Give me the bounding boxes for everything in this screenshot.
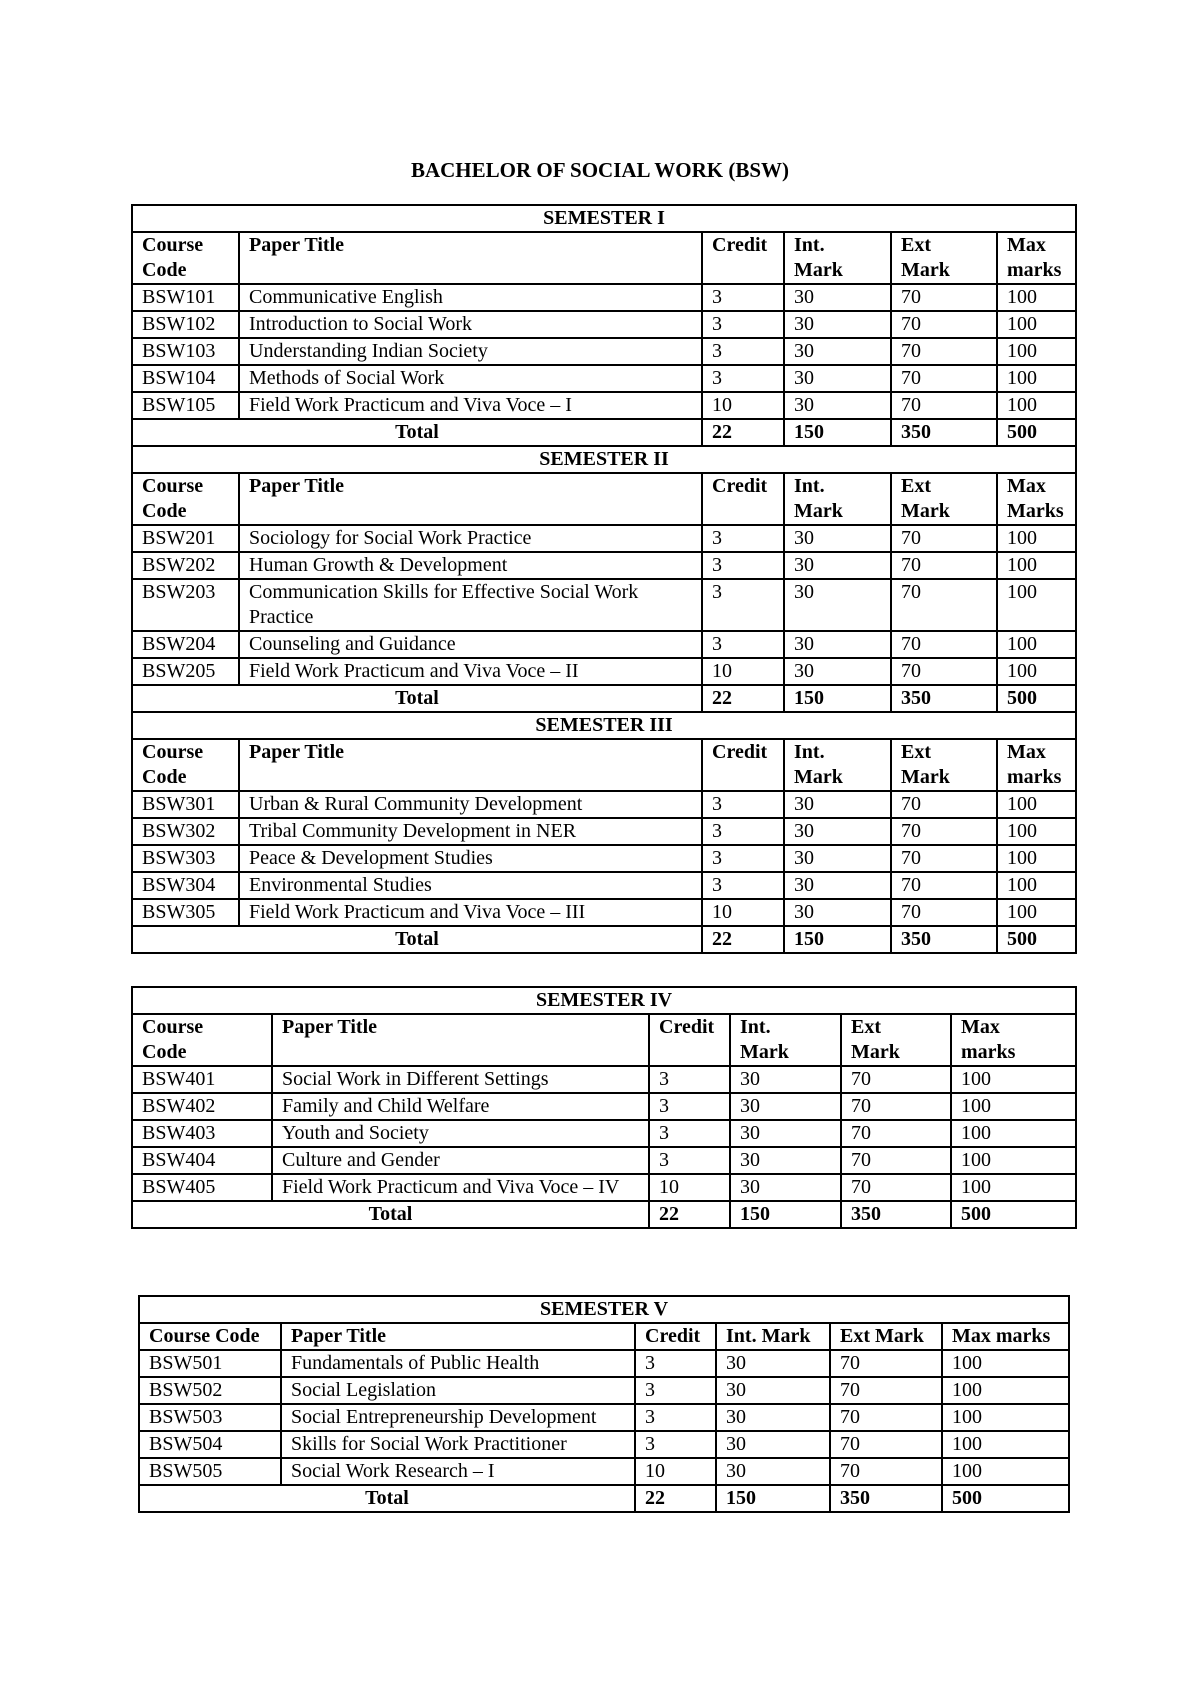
column-header-text: marks	[1007, 259, 1062, 281]
semester-heading: SEMESTER III	[132, 712, 1076, 739]
total-credit: 22	[702, 685, 784, 712]
semester-heading: SEMESTER V	[139, 1296, 1069, 1323]
total-ext: 350	[841, 1201, 951, 1228]
semester-heading-row	[132, 987, 1076, 1014]
course-row	[132, 1147, 1076, 1174]
column-header-ext	[891, 232, 997, 284]
column-header-text: Mark	[794, 766, 843, 788]
column-header-max	[951, 1014, 1076, 1066]
course-title-cell: Understanding Indian Society	[239, 338, 702, 365]
course-int-cell: 30	[716, 1377, 830, 1404]
course-credit-cell: 3	[649, 1066, 730, 1093]
column-header-text: Course	[142, 1016, 204, 1038]
course-credit-cell: 3	[702, 552, 784, 579]
total-row	[132, 926, 1076, 953]
column-header-text: Max marks	[952, 1325, 1051, 1347]
column-header-text: Course	[142, 741, 204, 763]
total-credit: 22	[702, 926, 784, 953]
course-title-cell: Social Legislation	[281, 1377, 635, 1404]
course-int-cell: 30	[784, 845, 891, 872]
course-code-cell: BSW204	[132, 631, 239, 658]
course-code-cell: BSW105	[132, 392, 239, 419]
course-row	[132, 658, 1076, 685]
course-title-cell: Counseling and Guidance	[239, 631, 702, 658]
total-int: 150	[784, 926, 891, 953]
column-header-max	[997, 232, 1076, 284]
course-max-cell: 100	[997, 658, 1076, 685]
course-max-cell: 100	[951, 1066, 1076, 1093]
column-header-text: Mark	[901, 259, 950, 281]
semester-heading-row	[132, 446, 1076, 473]
course-int-cell: 30	[716, 1350, 830, 1377]
course-ext-cell: 70	[841, 1147, 951, 1174]
column-header-max	[942, 1323, 1069, 1350]
course-title-cell: Youth and Society	[272, 1120, 649, 1147]
column-header-text: Ext	[901, 234, 931, 256]
course-ext-cell: 70	[891, 899, 997, 926]
course-row	[132, 392, 1076, 419]
course-credit-cell: 3	[702, 525, 784, 552]
course-code-cell: BSW402	[132, 1093, 272, 1120]
course-code-cell: BSW503	[139, 1404, 281, 1431]
course-code-cell: BSW505	[139, 1458, 281, 1485]
course-max-cell: 100	[997, 392, 1076, 419]
column-header-text: Code	[142, 1041, 187, 1063]
course-max-cell: 100	[951, 1120, 1076, 1147]
course-row	[132, 845, 1076, 872]
course-row	[132, 818, 1076, 845]
course-ext-cell: 70	[891, 525, 997, 552]
course-code-cell: BSW304	[132, 872, 239, 899]
course-credit-cell: 10	[635, 1458, 716, 1485]
semester-heading-row	[139, 1296, 1069, 1323]
total-label: Total	[132, 419, 702, 446]
course-ext-cell: 70	[891, 791, 997, 818]
course-ext-cell: 70	[841, 1066, 951, 1093]
course-ext-cell: 70	[830, 1404, 942, 1431]
column-header-int	[730, 1014, 841, 1066]
column-header-text: Code	[142, 500, 187, 522]
semester-table-4	[131, 986, 1077, 1229]
column-header-credit: Credit	[702, 739, 784, 791]
column-header-row	[132, 739, 1076, 791]
course-code-cell: BSW404	[132, 1147, 272, 1174]
course-ext-cell: 70	[830, 1458, 942, 1485]
course-ext-cell: 70	[891, 284, 997, 311]
course-int-cell: 30	[784, 525, 891, 552]
column-header-text: Int.	[794, 741, 825, 763]
column-header-code	[132, 1014, 272, 1066]
course-int-cell: 30	[716, 1431, 830, 1458]
column-header-text: Mark	[740, 1041, 789, 1063]
course-ext-cell: 70	[830, 1431, 942, 1458]
column-header-code	[132, 232, 239, 284]
column-header-text: Code	[142, 766, 187, 788]
column-header-int	[784, 232, 891, 284]
column-header-text: Ext Mark	[840, 1325, 924, 1347]
course-ext-cell: 70	[891, 311, 997, 338]
total-max: 500	[997, 419, 1076, 446]
column-header-ext	[841, 1014, 951, 1066]
course-credit-cell: 3	[702, 818, 784, 845]
semester-table-1-3	[131, 204, 1077, 954]
column-header-credit: Credit	[635, 1323, 716, 1350]
course-ext-cell: 70	[841, 1093, 951, 1120]
course-ext-cell: 70	[891, 818, 997, 845]
column-header-ext	[891, 739, 997, 791]
course-int-cell: 30	[784, 552, 891, 579]
course-title-cell: Culture and Gender	[272, 1147, 649, 1174]
course-ext-cell: 70	[891, 579, 997, 631]
course-title-cell: Tribal Community Development in NER	[239, 818, 702, 845]
course-row	[132, 1093, 1076, 1120]
total-row	[132, 419, 1076, 446]
course-row	[132, 1120, 1076, 1147]
course-credit-cell: 3	[702, 579, 784, 631]
course-row	[139, 1377, 1069, 1404]
column-header-text: marks	[961, 1041, 1016, 1063]
total-int: 150	[784, 685, 891, 712]
column-header-text: Int.	[794, 234, 825, 256]
semester-heading: SEMESTER II	[132, 446, 1076, 473]
column-header-row	[132, 473, 1076, 525]
document-title: BACHELOR OF SOCIAL WORK (BSW)	[410, 158, 790, 182]
course-code-cell: BSW302	[132, 818, 239, 845]
course-int-cell: 30	[784, 818, 891, 845]
column-header-title: Paper Title	[239, 232, 702, 284]
column-header-text: Int.	[794, 475, 825, 497]
course-ext-cell: 70	[891, 631, 997, 658]
course-credit-cell: 3	[649, 1120, 730, 1147]
course-ext-cell: 70	[891, 338, 997, 365]
course-credit-cell: 10	[702, 899, 784, 926]
column-header-title: Paper Title	[239, 739, 702, 791]
course-title-cell: Fundamentals of Public Health	[281, 1350, 635, 1377]
total-max: 500	[942, 1485, 1069, 1512]
course-title-cell: Social Entrepreneurship Development	[281, 1404, 635, 1431]
course-max-cell: 100	[997, 552, 1076, 579]
total-int: 150	[730, 1201, 841, 1228]
course-int-cell: 30	[784, 872, 891, 899]
course-row	[132, 631, 1076, 658]
course-int-cell: 30	[730, 1174, 841, 1201]
course-max-cell: 100	[997, 365, 1076, 392]
total-int: 150	[716, 1485, 830, 1512]
course-max-cell: 100	[997, 899, 1076, 926]
course-int-cell: 30	[730, 1120, 841, 1147]
course-credit-cell: 3	[635, 1404, 716, 1431]
course-max-cell: 100	[997, 791, 1076, 818]
column-header-int	[784, 473, 891, 525]
course-title-cell: Social Work Research – I	[281, 1458, 635, 1485]
column-header-max	[997, 739, 1076, 791]
total-label: Total	[139, 1485, 635, 1512]
semester-heading-row	[132, 205, 1076, 232]
course-title-cell: Skills for Social Work Practitioner	[281, 1431, 635, 1458]
course-title-cell: Peace & Development Studies	[239, 845, 702, 872]
course-title-cell: Urban & Rural Community Development	[239, 791, 702, 818]
total-label: Total	[132, 685, 702, 712]
course-credit-cell: 3	[702, 311, 784, 338]
column-header-credit: Credit	[702, 473, 784, 525]
course-max-cell: 100	[942, 1350, 1069, 1377]
course-ext-cell: 70	[841, 1174, 951, 1201]
total-row	[132, 685, 1076, 712]
semester-heading: SEMESTER IV	[132, 987, 1076, 1014]
column-header-text: Mark	[794, 500, 843, 522]
total-ext: 350	[891, 419, 997, 446]
course-credit-cell: 3	[702, 845, 784, 872]
course-int-cell: 30	[784, 579, 891, 631]
course-credit-cell: 3	[649, 1093, 730, 1120]
column-header-text: Int.	[740, 1016, 771, 1038]
total-credit: 22	[635, 1485, 716, 1512]
total-max: 500	[951, 1201, 1076, 1228]
course-code-cell: BSW502	[139, 1377, 281, 1404]
course-credit-cell: 3	[702, 631, 784, 658]
course-title-cell: Communicative English	[239, 284, 702, 311]
course-row	[132, 1066, 1076, 1093]
course-credit-cell: 3	[635, 1350, 716, 1377]
total-ext: 350	[891, 926, 997, 953]
course-int-cell: 30	[784, 284, 891, 311]
course-title-cell: Field Work Practicum and Viva Voce – II	[239, 658, 702, 685]
column-header-code	[132, 473, 239, 525]
course-credit-cell: 3	[702, 338, 784, 365]
column-header-max	[997, 473, 1076, 525]
total-ext: 350	[830, 1485, 942, 1512]
column-header-credit: Credit	[702, 232, 784, 284]
course-int-cell: 30	[716, 1458, 830, 1485]
column-header-ext	[891, 473, 997, 525]
course-max-cell: 100	[942, 1431, 1069, 1458]
course-code-cell: BSW101	[132, 284, 239, 311]
column-header-text: Mark	[794, 259, 843, 281]
semester-heading: SEMESTER I	[132, 205, 1076, 232]
column-header-row	[132, 232, 1076, 284]
column-header-text: Ext	[851, 1016, 881, 1038]
course-max-cell: 100	[997, 579, 1076, 631]
total-row	[139, 1485, 1069, 1512]
course-row	[132, 525, 1076, 552]
course-title-cell: Environmental Studies	[239, 872, 702, 899]
course-code-cell: BSW202	[132, 552, 239, 579]
course-credit-cell: 3	[702, 284, 784, 311]
column-header-text: marks	[1007, 766, 1062, 788]
total-int: 150	[784, 419, 891, 446]
course-code-cell: BSW301	[132, 791, 239, 818]
column-header-text: Mark	[851, 1041, 900, 1063]
column-header-text: Ext	[901, 475, 931, 497]
course-max-cell: 100	[997, 631, 1076, 658]
course-max-cell: 100	[951, 1174, 1076, 1201]
column-header-text: Ext	[901, 741, 931, 763]
course-row	[139, 1458, 1069, 1485]
course-max-cell: 100	[997, 338, 1076, 365]
course-max-cell: 100	[997, 311, 1076, 338]
course-max-cell: 100	[997, 284, 1076, 311]
course-code-cell: BSW303	[132, 845, 239, 872]
column-header-title: Paper Title	[239, 473, 702, 525]
course-row	[132, 338, 1076, 365]
course-ext-cell: 70	[891, 365, 997, 392]
course-title-cell: Field Work Practicum and Viva Voce – III	[239, 899, 702, 926]
course-max-cell: 100	[951, 1093, 1076, 1120]
course-credit-cell: 10	[702, 392, 784, 419]
course-credit-cell: 3	[635, 1431, 716, 1458]
course-code-cell: BSW203	[132, 579, 239, 631]
course-code-cell: BSW403	[132, 1120, 272, 1147]
course-title-cell: Human Growth & Development	[239, 552, 702, 579]
column-header-text: Mark	[901, 766, 950, 788]
course-credit-cell: 10	[649, 1174, 730, 1201]
course-max-cell: 100	[997, 845, 1076, 872]
course-row	[139, 1404, 1069, 1431]
course-title-cell: Family and Child Welfare	[272, 1093, 649, 1120]
column-header-text: Max	[1007, 741, 1046, 763]
course-code-cell: BSW501	[139, 1350, 281, 1377]
course-row	[132, 284, 1076, 311]
column-header-row	[132, 1014, 1076, 1066]
course-ext-cell: 70	[891, 552, 997, 579]
column-header-int	[784, 739, 891, 791]
course-row	[132, 1174, 1076, 1201]
course-code-cell: BSW401	[132, 1066, 272, 1093]
course-title-cell: Social Work in Different Settings	[272, 1066, 649, 1093]
column-header-text: Marks	[1007, 500, 1064, 522]
course-max-cell: 100	[951, 1147, 1076, 1174]
course-credit-cell: 3	[702, 872, 784, 899]
course-int-cell: 30	[784, 311, 891, 338]
course-code-cell: BSW102	[132, 311, 239, 338]
course-code-cell: BSW205	[132, 658, 239, 685]
course-title-cell: Sociology for Social Work Practice	[239, 525, 702, 552]
course-row	[132, 552, 1076, 579]
course-int-cell: 30	[730, 1093, 841, 1120]
total-credit: 22	[702, 419, 784, 446]
course-int-cell: 30	[784, 899, 891, 926]
course-int-cell: 30	[716, 1404, 830, 1431]
course-code-cell: BSW504	[139, 1431, 281, 1458]
course-int-cell: 30	[784, 392, 891, 419]
course-code-cell: BSW305	[132, 899, 239, 926]
column-header-text: Course	[142, 475, 204, 497]
course-max-cell: 100	[997, 872, 1076, 899]
course-int-cell: 30	[784, 791, 891, 818]
course-row	[132, 872, 1076, 899]
course-row	[132, 365, 1076, 392]
course-row	[139, 1350, 1069, 1377]
course-int-cell: 30	[784, 658, 891, 685]
course-row	[132, 791, 1076, 818]
column-header-text: Max	[1007, 475, 1046, 497]
column-header-text: Int. Mark	[726, 1325, 811, 1347]
course-row	[132, 899, 1076, 926]
course-ext-cell: 70	[891, 658, 997, 685]
course-title-cell: Methods of Social Work	[239, 365, 702, 392]
column-header-text: Code	[142, 259, 187, 281]
course-max-cell: 100	[942, 1458, 1069, 1485]
course-title-cell: Communication Skills for Effective Social Work Practice	[239, 579, 702, 631]
column-header-text: Mark	[901, 500, 950, 522]
course-code-cell: BSW103	[132, 338, 239, 365]
column-header-text: Max	[961, 1016, 1000, 1038]
course-code-cell: BSW201	[132, 525, 239, 552]
course-title-cell: Field Work Practicum and Viva Voce – I	[239, 392, 702, 419]
column-header-code	[132, 739, 239, 791]
course-int-cell: 30	[784, 365, 891, 392]
course-int-cell: 30	[730, 1066, 841, 1093]
course-ext-cell: 70	[891, 872, 997, 899]
column-header-row	[139, 1323, 1069, 1350]
total-label: Total	[132, 926, 702, 953]
semester-heading-row	[132, 712, 1076, 739]
total-row	[132, 1201, 1076, 1228]
course-int-cell: 30	[730, 1147, 841, 1174]
course-ext-cell: 70	[841, 1120, 951, 1147]
column-header-credit: Credit	[649, 1014, 730, 1066]
course-max-cell: 100	[942, 1377, 1069, 1404]
course-credit-cell: 3	[702, 791, 784, 818]
course-max-cell: 100	[942, 1404, 1069, 1431]
course-int-cell: 30	[784, 631, 891, 658]
course-credit-cell: 3	[702, 365, 784, 392]
column-header-ext	[830, 1323, 942, 1350]
column-header-text: Course	[142, 234, 204, 256]
column-header-int	[716, 1323, 830, 1350]
course-code-cell: BSW104	[132, 365, 239, 392]
column-header-code	[139, 1323, 281, 1350]
course-credit-cell: 3	[649, 1147, 730, 1174]
course-row	[132, 579, 1076, 631]
course-credit-cell: 10	[702, 658, 784, 685]
course-code-cell: BSW405	[132, 1174, 272, 1201]
column-header-title: Paper Title	[281, 1323, 635, 1350]
total-max: 500	[997, 685, 1076, 712]
course-ext-cell: 70	[891, 845, 997, 872]
course-credit-cell: 3	[635, 1377, 716, 1404]
course-row	[132, 311, 1076, 338]
column-header-text: Course Code	[149, 1325, 260, 1347]
total-ext: 350	[891, 685, 997, 712]
course-title-cell: Field Work Practicum and Viva Voce – IV	[272, 1174, 649, 1201]
course-ext-cell: 70	[830, 1377, 942, 1404]
course-ext-cell: 70	[830, 1350, 942, 1377]
column-header-title: Paper Title	[272, 1014, 649, 1066]
course-row	[139, 1431, 1069, 1458]
course-int-cell: 30	[784, 338, 891, 365]
total-max: 500	[997, 926, 1076, 953]
semester-table-5	[138, 1295, 1070, 1513]
course-max-cell: 100	[997, 818, 1076, 845]
column-header-text: Max	[1007, 234, 1046, 256]
total-label: Total	[132, 1201, 649, 1228]
course-title-cell: Introduction to Social Work	[239, 311, 702, 338]
course-ext-cell: 70	[891, 392, 997, 419]
total-credit: 22	[649, 1201, 730, 1228]
course-max-cell: 100	[997, 525, 1076, 552]
